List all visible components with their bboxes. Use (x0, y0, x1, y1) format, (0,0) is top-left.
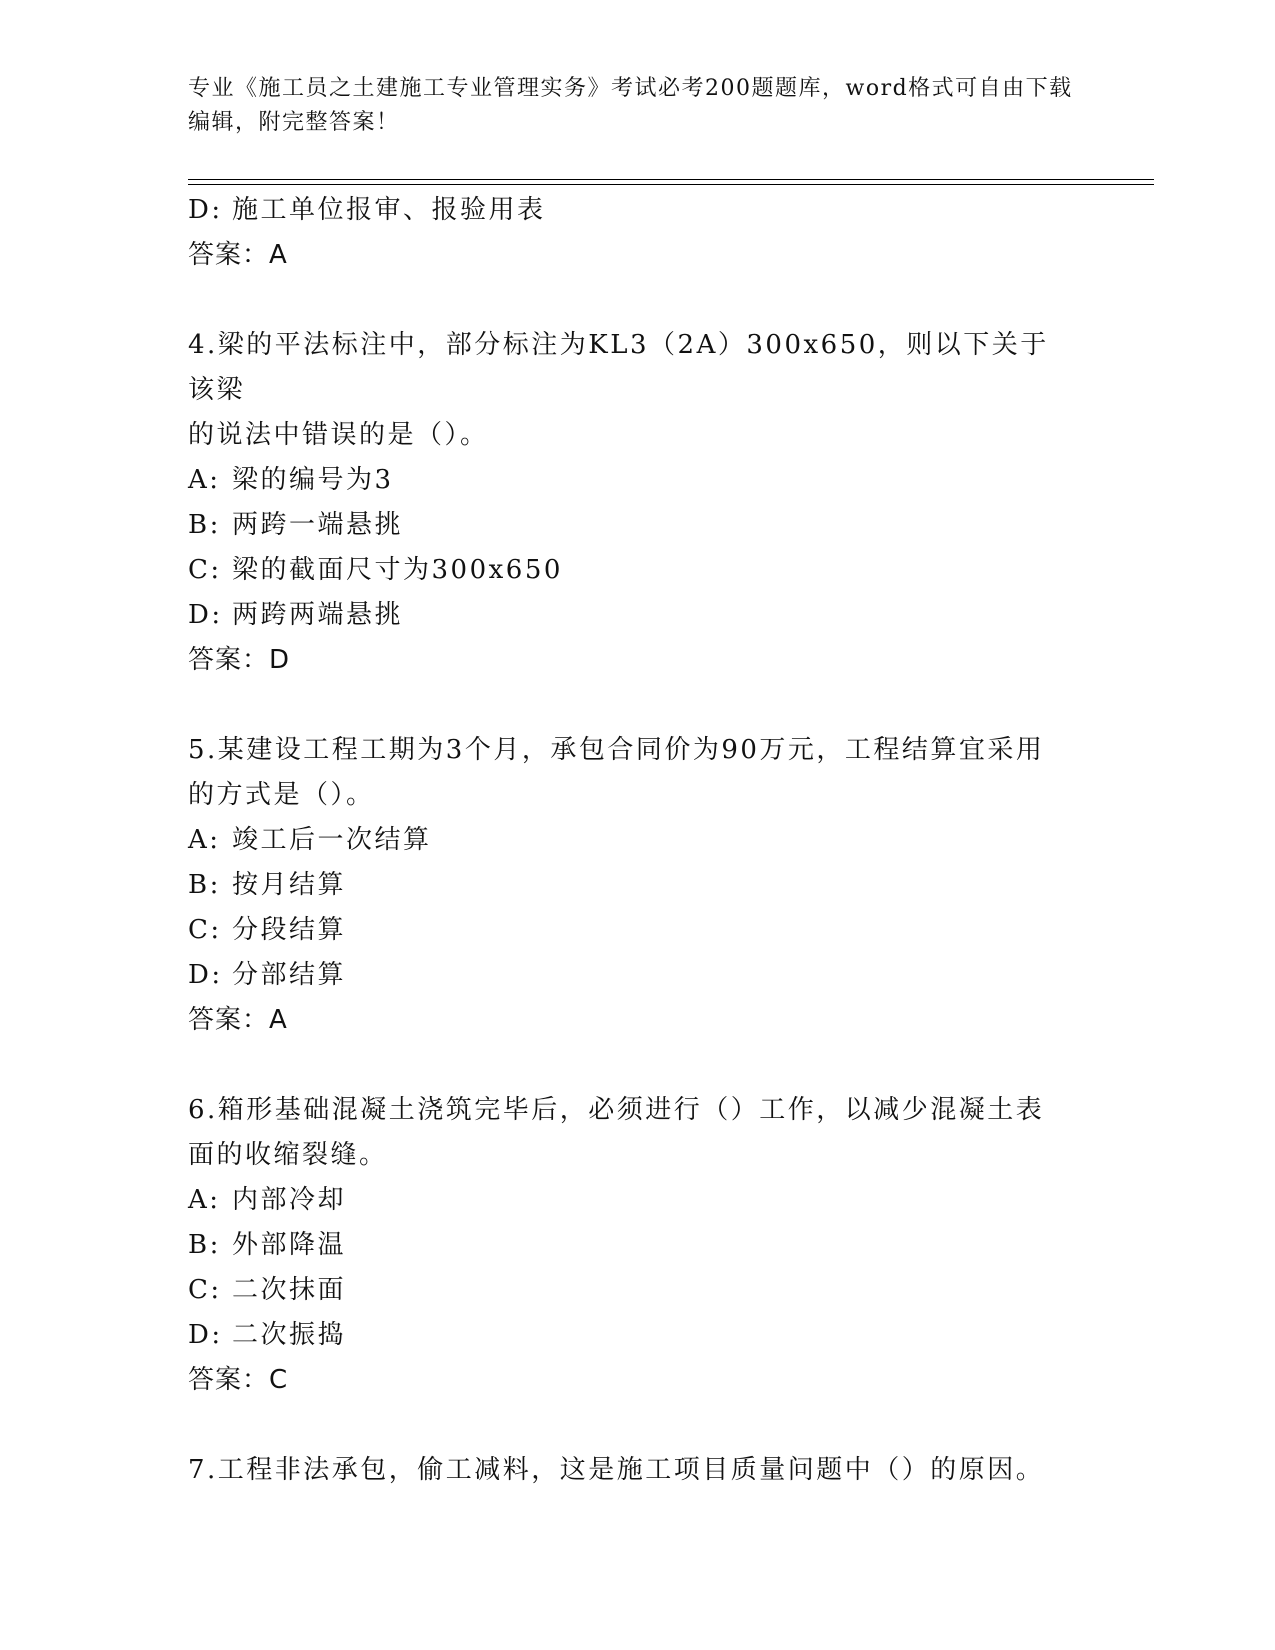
option-c (188, 1268, 1068, 1313)
question-stem-line-2: 的说法中错误的是（）。 (188, 420, 489, 450)
answer: 答案：C (188, 1365, 289, 1395)
option-label: D: (188, 600, 223, 630)
question-stem-line-2: 的方式是（）。 (188, 780, 375, 810)
answer: 答案：A (188, 240, 288, 270)
spacer (188, 1403, 1068, 1448)
question-6 (188, 1088, 1068, 1403)
option-text: 施工单位报审、报验用表 (232, 195, 546, 225)
question-stem-line-1: 4.梁的平法标注中，部分标注为KL3（2A）300x650，则以下关于该梁 (188, 330, 1049, 405)
option-d (188, 593, 1068, 638)
option-label: C: (188, 915, 222, 945)
option-label: D: (188, 1320, 223, 1350)
option-b (188, 863, 1068, 908)
header-rule-bottom (188, 184, 1154, 185)
option-text: 两跨两端悬挑 (232, 600, 404, 630)
answer: 答案：D (188, 645, 291, 675)
spacer (188, 1043, 1068, 1088)
option-label: C: (188, 1275, 222, 1305)
option-label: A: (188, 825, 221, 855)
question-stem-line-1: 7.工程非法承包，偷工减料，这是施工项目质量问题中（）的原因。 (188, 1455, 1045, 1485)
option-text: 内部冷却 (232, 1185, 347, 1215)
option-text: 竣工后一次结算 (232, 825, 432, 855)
option-a (188, 458, 1068, 503)
option-a (188, 818, 1068, 863)
spacer (188, 278, 1068, 323)
question-7 (188, 1448, 1068, 1493)
option-c (188, 548, 1068, 593)
option-text: 分部结算 (232, 960, 347, 990)
question-4 (188, 323, 1068, 683)
option-label: D: (188, 195, 223, 225)
answer: 答案：A (188, 1005, 288, 1035)
option-label: B: (188, 870, 221, 900)
header-rule-top (188, 179, 1154, 180)
option-label: B: (188, 510, 221, 540)
question-5 (188, 728, 1068, 1043)
option-text: 分段结算 (232, 915, 347, 945)
option-label: C: (188, 555, 222, 585)
option-a (188, 1178, 1068, 1223)
option-label: B: (188, 1230, 221, 1260)
question-3-tail (188, 188, 1068, 278)
option-c (188, 908, 1068, 953)
spacer (188, 683, 1068, 728)
option-b (188, 503, 1068, 548)
option-text: 按月结算 (232, 870, 347, 900)
option-b (188, 1223, 1068, 1268)
option-label: A: (188, 465, 221, 495)
option-text: 二次抹面 (232, 1275, 347, 1305)
option-label: A: (188, 1185, 221, 1215)
question-list (188, 188, 1068, 1493)
question-stem-line-1: 5.某建设工程工期为3个月，承包合同价为90万元，工程结算宜采用 (188, 735, 1045, 765)
option-text: 外部降温 (232, 1230, 347, 1260)
option-label: D: (188, 960, 223, 990)
option-text: 梁的编号为3 (232, 465, 394, 495)
question-stem-line-2: 面的收缩裂缝。 (188, 1140, 388, 1170)
option-text: 梁的截面尺寸为300x650 (232, 555, 563, 585)
document-header: 专业《施工员之土建施工专业管理实务》考试必考200题题库，word格式可自由下载编辑，附完整答案！ (188, 76, 1073, 135)
option-d (188, 953, 1068, 998)
option-d (188, 188, 1068, 233)
question-stem-line-1: 6.箱形基础混凝土浇筑完毕后，必须进行（）工作，以减少混凝土表 (188, 1095, 1045, 1125)
option-text: 两跨一端悬挑 (232, 510, 404, 540)
option-text: 二次振捣 (232, 1320, 347, 1350)
option-d (188, 1313, 1068, 1358)
